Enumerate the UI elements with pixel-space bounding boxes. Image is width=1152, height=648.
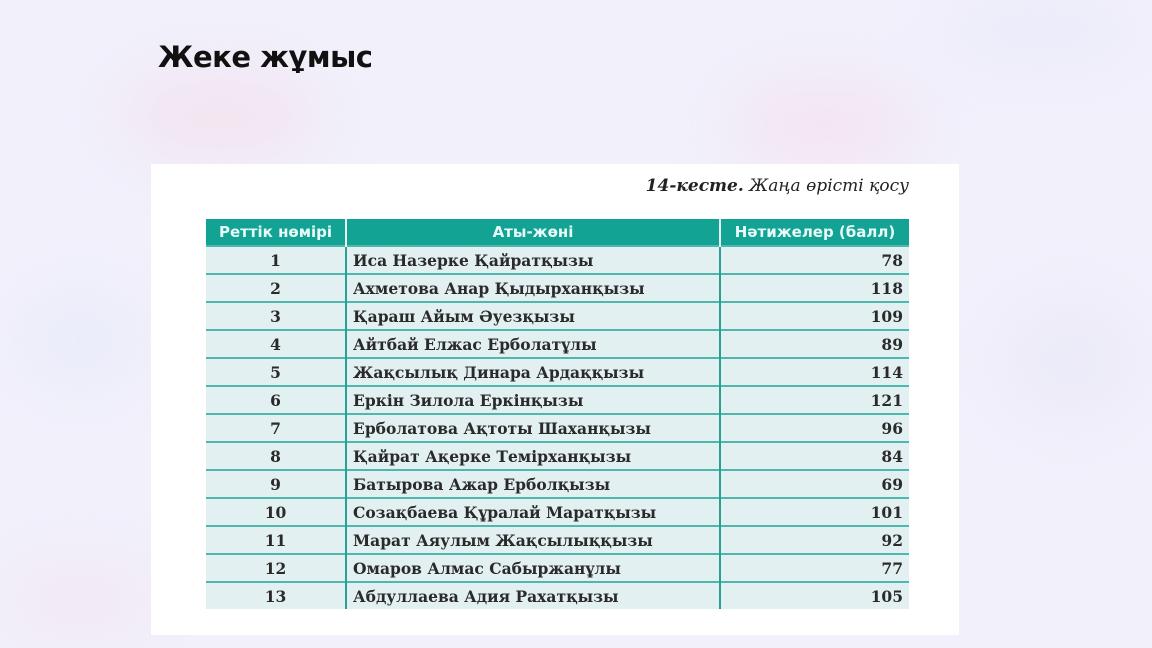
- row-name: Абдуллаева Адия Рахатқызы: [346, 582, 720, 609]
- row-number: 6: [206, 386, 346, 414]
- row-number: 5: [206, 358, 346, 386]
- caption-text: Жаңа өрісті қосу: [743, 176, 909, 196]
- table-image: [151, 164, 959, 635]
- row-score: 105: [720, 582, 909, 609]
- row-name: Еркін Зилола Еркінқызы: [346, 386, 720, 414]
- slide-title: Жеке жұмыс: [158, 40, 373, 74]
- row-number: 12: [206, 554, 346, 582]
- table-header-row: [206, 219, 909, 246]
- table-row: [206, 582, 909, 609]
- row-score: 101: [720, 498, 909, 526]
- table-row: [206, 498, 909, 526]
- table-row: [206, 414, 909, 442]
- row-name: Ерболатова Ақтоты Шаханқызы: [346, 414, 720, 442]
- row-name: Созақбаева Құралай Маратқызы: [346, 498, 720, 526]
- row-name: Қайрат Ақерке Темірханқызы: [346, 442, 720, 470]
- row-score: 109: [720, 302, 909, 330]
- row-score: 118: [720, 274, 909, 302]
- results-table: [206, 219, 909, 609]
- row-number: 1: [206, 246, 346, 274]
- row-name: Ахметова Анар Қыдырханқызы: [346, 274, 720, 302]
- header-number: Реттік нөмірі: [206, 219, 346, 246]
- row-score: 84: [720, 442, 909, 470]
- table-row: [206, 554, 909, 582]
- row-name: Марат Аяулым Жақсылыққызы: [346, 526, 720, 554]
- background-decoration: [730, 80, 920, 170]
- row-number: 2: [206, 274, 346, 302]
- row-number: 13: [206, 582, 346, 609]
- table-row: [206, 302, 909, 330]
- background-decoration: [940, 0, 1140, 60]
- row-name: Жақсылық Динара Ардаққызы: [346, 358, 720, 386]
- row-score: 78: [720, 246, 909, 274]
- header-name: Аты-жөні: [346, 219, 720, 246]
- row-score: 89: [720, 330, 909, 358]
- row-name: Иса Назерке Қайратқызы: [346, 246, 720, 274]
- background-decoration: [120, 70, 320, 160]
- row-number: 10: [206, 498, 346, 526]
- row-number: 3: [206, 302, 346, 330]
- header-score: Нәтижелер (балл): [720, 219, 909, 246]
- caption-number: 14-кесте.: [645, 176, 744, 196]
- table-row: [206, 246, 909, 274]
- row-score: 92: [720, 526, 909, 554]
- row-number: 7: [206, 414, 346, 442]
- row-name: Омаров Алмас Сабыржанұлы: [346, 554, 720, 582]
- row-name: Айтбай Елжас Ерболатұлы: [346, 330, 720, 358]
- background-decoration: [1000, 300, 1140, 420]
- row-score: 121: [720, 386, 909, 414]
- row-number: 9: [206, 470, 346, 498]
- table-row: [206, 330, 909, 358]
- row-number: 8: [206, 442, 346, 470]
- table-row: [206, 470, 909, 498]
- row-score: 114: [720, 358, 909, 386]
- row-name: Батырова Ажар Ерболқызы: [346, 470, 720, 498]
- table-row: [206, 386, 909, 414]
- background-decoration: [20, 300, 140, 380]
- table-row: [206, 274, 909, 302]
- table-caption: [646, 176, 909, 196]
- table-row: [206, 358, 909, 386]
- row-score: 96: [720, 414, 909, 442]
- table-row: [206, 442, 909, 470]
- background-decoration: [0, 560, 160, 640]
- row-name: Қараш Айым Әуезқызы: [346, 302, 720, 330]
- row-number: 4: [206, 330, 346, 358]
- row-number: 11: [206, 526, 346, 554]
- row-score: 77: [720, 554, 909, 582]
- table-row: [206, 526, 909, 554]
- row-score: 69: [720, 470, 909, 498]
